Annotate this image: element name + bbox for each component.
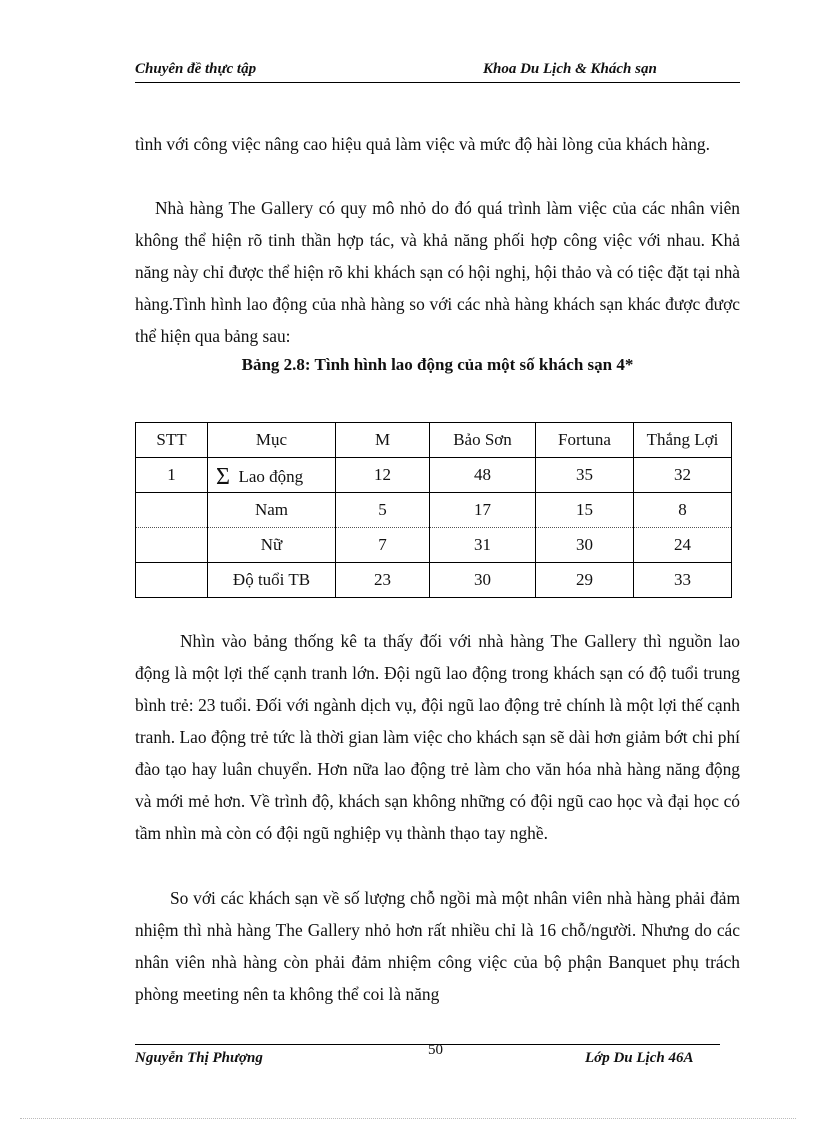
header-cell-muc: Mục — [208, 423, 336, 458]
table-cell: Nữ — [208, 528, 336, 563]
table-cell — [136, 563, 208, 598]
paragraph-1: tình với công việc nâng cao hiệu quả làm việc và mức độ hài lòng của khách hàng. — [135, 134, 710, 154]
table-cell: 12 — [336, 458, 430, 493]
paragraph-4: So với các khách sạn về số lượng chỗ ngồi mà một nhân viên nhà hàng phải đảm nhiệm thì nhà hàng The Gallery nhỏ hơn rất nhiều chỉ là 16 chỗ/người. Nhưng do các nhân viên nhà hàng còn phải đảm nhiệm công việc của bộ phận Banquet phụ trách phòng meeting nên ta không thể coi là năng — [135, 888, 740, 1004]
table-cell: 30 — [430, 563, 536, 598]
row-label: Lao động — [238, 466, 304, 486]
table-caption: Bảng 2.8: Tình hình lao động của một số khách sạn 4* — [241, 355, 634, 374]
table-row — [136, 563, 732, 598]
table-row — [136, 458, 732, 493]
table-header-row — [136, 423, 732, 458]
table-cell: 33 — [634, 563, 732, 598]
header-cell-m: M — [336, 423, 430, 458]
table-cell: 31 — [430, 528, 536, 563]
table-cell: 48 — [430, 458, 536, 493]
page-footer — [135, 1044, 720, 1074]
table-row — [136, 528, 732, 563]
page-header — [135, 60, 740, 83]
footer-author: Nguyễn Thị Phượng — [135, 1050, 263, 1066]
table-cell: 7 — [336, 528, 430, 563]
table-cell — [136, 493, 208, 528]
paragraph-3: Nhìn vào bảng thống kê ta thấy đối với nhà hàng The Gallery thì nguồn lao động là một lợi thế cạnh tranh lớn. Đội ngũ lao động trong khách sạn có độ tuổi trung bình trẻ: 23 tuổi. Đối với ngành dịch vụ, đội ngũ lao động trẻ chính là một lợi thế cạnh tranh. Lao động trẻ tức là thời gian làm việc cho khách sạn sẽ dài hơn giảm bớt chi phí đào tạo hay luân chuyển. Hơn nữa lao động trẻ làm cho văn hóa nhà hàng năng động và mới mẻ hơn. Về trình độ, khách sạn không những có đội ngũ cao học và đại học có tầm nhìn mà còn có đội ngũ nghiệp vụ thành thạo tay nghề. — [135, 631, 740, 843]
table-cell: 5 — [336, 493, 430, 528]
table-cell: 24 — [634, 528, 732, 563]
labor-table — [135, 422, 732, 598]
table-cell: Độ tuổi TB — [208, 563, 336, 598]
header-cell-fortuna: Fortuna — [536, 423, 634, 458]
table-cell: Nam — [208, 493, 336, 528]
page-bottom-divider — [20, 1118, 796, 1119]
table-cell: 30 — [536, 528, 634, 563]
table-cell — [136, 528, 208, 563]
table-cell: 23 — [336, 563, 430, 598]
paragraph-2: Nhà hàng The Gallery có quy mô nhỏ do đó quá trình làm việc của các nhân viên không thể hiện rõ tinh thần hợp tác, và khả năng phối hợp công việc với nhau. Khả năng này chỉ được thể hiện rõ khi khách sạn có hội nghị, hội thảo và có tiệc đặt tại nhà hàng.Tình hình lao động của nhà hàng so với các nhà hàng khách sạn khác được được thể hiện qua bảng sau: — [135, 198, 740, 346]
header-left-title: Chuyên đề thực tập — [135, 61, 257, 77]
header-cell-bao-son: Bảo Sơn — [430, 423, 536, 458]
page-number: 50 — [428, 1042, 443, 1058]
table-cell: 8 — [634, 493, 732, 528]
sigma-symbol: Σ — [216, 463, 230, 490]
header-cell-thang-loi: Thắng Lợi — [634, 423, 732, 458]
table-cell: 1 — [136, 458, 208, 493]
table-cell: 15 — [536, 493, 634, 528]
table-row — [136, 493, 732, 528]
table-cell: 29 — [536, 563, 634, 598]
table-cell: 32 — [634, 458, 732, 493]
header-cell-stt: STT — [136, 423, 208, 458]
table-cell: 17 — [430, 493, 536, 528]
table-cell — [208, 458, 336, 493]
footer-class: Lớp Du Lịch 46A — [585, 1050, 694, 1066]
header-right-title: Khoa Du Lịch & Khách sạn — [483, 61, 657, 77]
table-cell: 35 — [536, 458, 634, 493]
